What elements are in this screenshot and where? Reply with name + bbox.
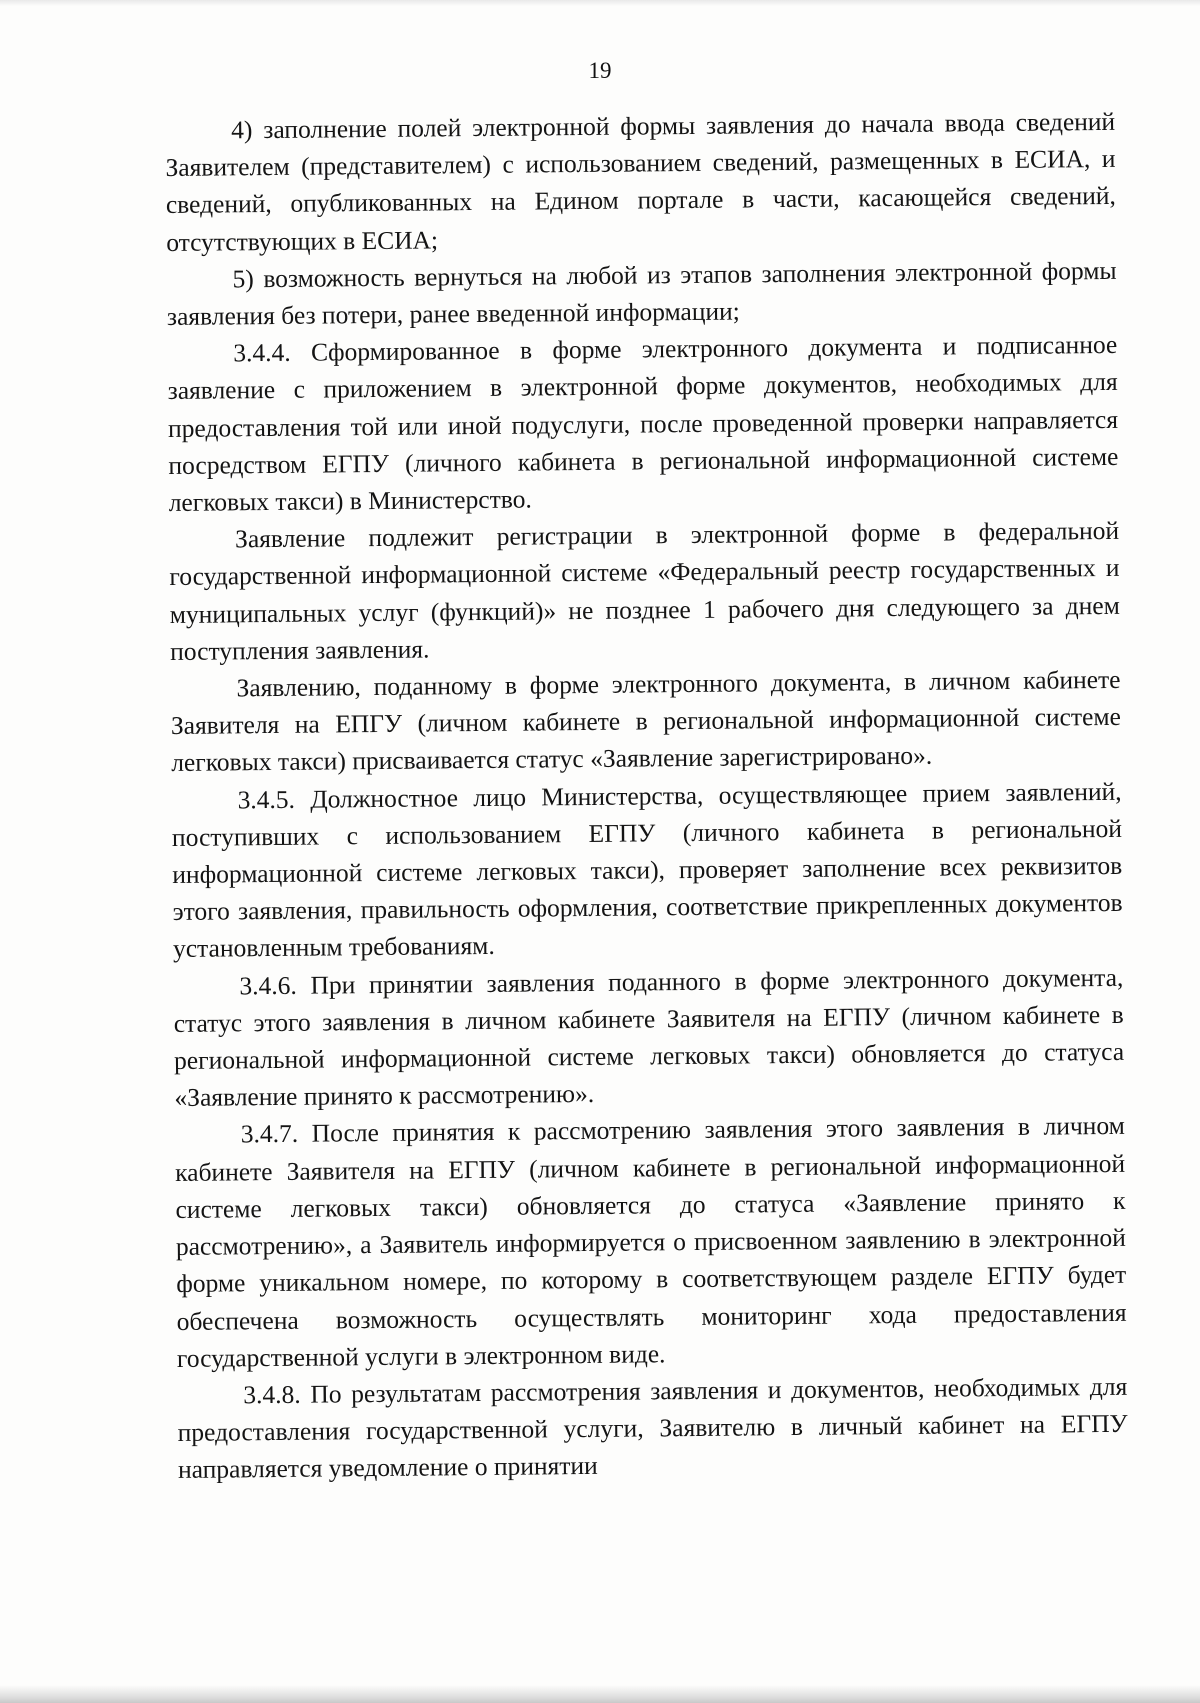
paragraph-item-5: 5) возможность вернуться на любой из этапов заполнения электронной формы заявления без потери, ранее введенной информации;	[166, 255, 1117, 332]
paragraph-3-4-7: 3.4.7. После принятия к рассмотрению заявления этого заявления в личном кабинете Заявителя на ЕГПУ (личном кабинете в региональной информационной системе легковых такси) обновляется до статуса «Заявление принято к рассмотрению», а Заявитель информируется о присвоенном заявлению в электронной форме уникальном номере, по которому в соответствующем разделе ЕГПУ будет обеспечена возможность осуществлять мониторинг хода предоставления государственной услуги в электронном виде.	[175, 1111, 1127, 1373]
paragraph-registration: Заявление подлежит регистрации в электронной форме в федеральной государственной информационной системе «Федеральный реестр государственных и муниципальных услуг (функций)» не позднее 1 рабочего дня следующего за днем поступления заявления.	[169, 516, 1120, 666]
paragraph-3-4-5: 3.4.5. Должностное лицо Министерства, осуществляющее прием заявлений, поступивших с использованием ЕГПУ (личного кабинета в региональной информационной системе легковых такси), проверяет заполнение всех реквизитов этого заявления, правильность оформления, соответствие прикрепленных документов установленным требованиям.	[171, 776, 1123, 964]
paragraph-item-4: 4) заполнение полей электронной формы заявления до начала ввода сведений Заявителем (представителем) с использованием сведений, размещенных в ЕСИА, и сведений, опубликованных на Едином портале в части, касающейся сведений, отсутствующих в ЕСИА;	[165, 106, 1116, 257]
paragraph-3-4-4: 3.4.4. Сформированное в форме электронного документа и подписанное заявление с приложением в электронной форме документов, необходимых для предоставления той или иной подуслуги, после проведенной проверки направляется посредством ЕГПУ (личного кабинета в региональной информационной системе легковых такси) в Министерство.	[167, 330, 1119, 518]
scan-edge-top	[0, 0, 1200, 6]
document-body	[165, 103, 1128, 1489]
scan-edge-bottom	[0, 1685, 1200, 1703]
page-number: 19	[588, 58, 612, 83]
paragraph-3-4-8: 3.4.8. По результатам рассмотрения заявления и документов, необходимых для предоставления государственной услуги, Заявителю в личный кабинет на ЕГПУ направляется уведомление о принятии	[177, 1371, 1128, 1485]
paragraph-3-4-6: 3.4.6. При принятии заявления поданного в форме электронного документа, статус этого заявления в личном кабинете Заявителя на ЕГПУ (личном кабинете в региональной информационной системе легковых такси) обновляется до статуса «Заявление принято к рассмотрению».	[173, 962, 1125, 1113]
paragraph-status-registered: Заявлению, поданному в форме электронного документа, в личном кабинете Заявителя на ЕПГУ (личном кабинете в региональной информационной системе легковых такси) присваивается статус «Заявление зарегистрировано».	[170, 664, 1121, 778]
